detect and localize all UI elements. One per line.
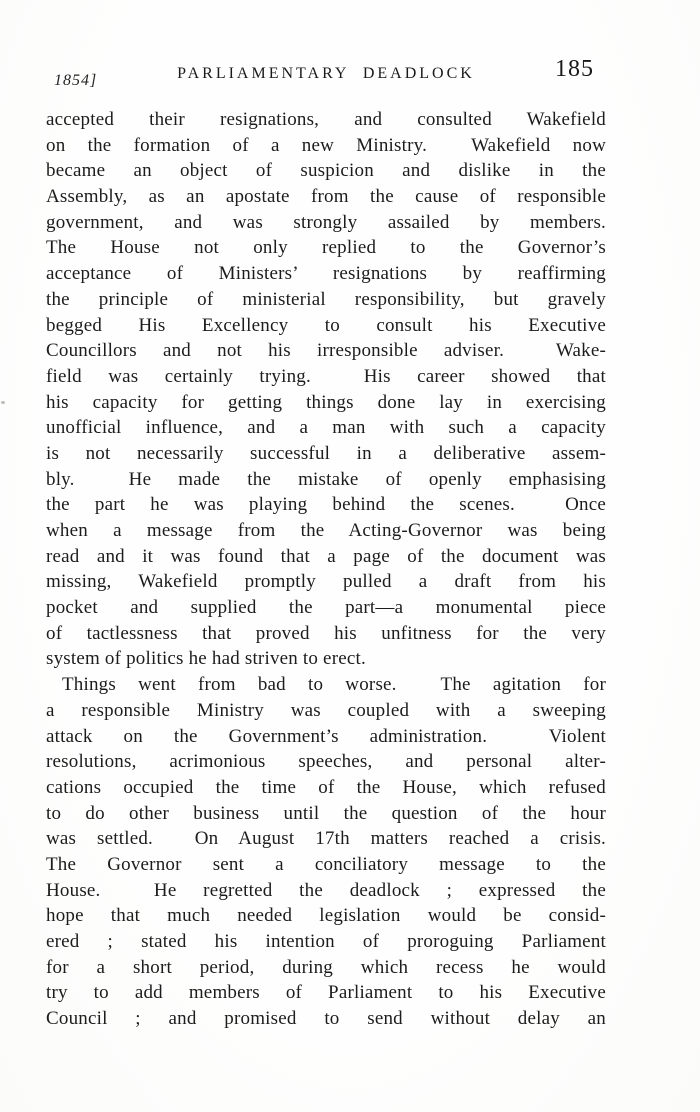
text-line: The House not only replied to the Governor’s <box>46 237 606 259</box>
page-number: 185 <box>555 56 594 82</box>
page-body <box>46 107 606 1032</box>
text-line: House. He regretted the deadlock ; expressed the <box>46 879 606 901</box>
text-line: resolutions, acrimonious speeches, and personal alter- <box>46 751 606 773</box>
text-line: system of politics he had striven to erect. <box>46 648 366 670</box>
text-line: when a message from the Acting-Governor was being <box>46 520 606 541</box>
text-line: begged His Excellency to consult his Executive <box>46 314 606 336</box>
text-line: on the formation of a new Ministry. Wakefield now <box>46 134 606 156</box>
text-line: field was certainly trying. His career showed that <box>46 365 606 387</box>
text-line: hope that much needed legislation would be consid- <box>46 905 606 927</box>
chapter-running-title: PARLIAMENTARY DEADLOCK <box>177 65 475 82</box>
text-line: try to add members of Parliament to his Executive <box>46 982 606 1004</box>
text-line: became an object of suspicion and dislike in the <box>46 160 606 182</box>
scan-artifact <box>1 401 5 404</box>
text-line: was settled. On August 17th matters reached a crisis. <box>46 828 606 850</box>
text-line: bly. He made the mistake of openly emphasising <box>46 468 606 490</box>
text-line: the principle of ministerial responsibility, but gravely <box>46 288 606 310</box>
text-line: cations occupied the time of the House, which refused <box>46 776 606 798</box>
running-head <box>46 56 606 94</box>
text-line: missing, Wakefield promptly pulled a draft from his <box>46 571 606 593</box>
text-line: for a short period, during which recess he would <box>46 956 606 978</box>
text-line: Council ; and promised to send without delay an <box>46 1008 606 1030</box>
text-line: of tactlessness that proved his unfitness for the very <box>46 622 606 644</box>
text-line: a responsible Ministry was coupled with a sweeping <box>46 699 606 721</box>
margin-year-label: 1854] <box>54 72 98 89</box>
text-line: ered ; stated his intention of proroguing Parliament <box>46 931 606 952</box>
text-line: the part he was playing behind the scenes. Once <box>46 494 606 516</box>
text-line: Assembly, as an apostate from the cause of responsible <box>46 186 606 208</box>
text-line: pocket and supplied the part—a monumental piece <box>46 597 606 619</box>
text-line: unofficial influence, and a man with such a capacity <box>46 417 606 439</box>
text-line: to do other business until the question of the hour <box>46 802 606 824</box>
text-line: acceptance of Ministers’ resignations by reaffirming <box>46 263 606 285</box>
text-line: Councillors and not his irresponsible adviser. Wake- <box>46 340 606 362</box>
text-line: accepted their resignations, and consulted Wakefield <box>46 109 606 130</box>
text-line: read and it was found that a page of the document was <box>46 545 606 567</box>
text-line: is not necessarily successful in a deliberative assem- <box>46 442 606 464</box>
text-line: attack on the Government’s administration. Violent <box>46 725 606 747</box>
text-line: The Governor sent a conciliatory message to the <box>46 853 606 875</box>
text-line: government, and was strongly assailed by members. <box>46 211 606 233</box>
text-line: his capacity for getting things done lay in exercising <box>46 391 606 413</box>
text-line: Things went from bad to worse. The agitation for <box>62 674 606 696</box>
